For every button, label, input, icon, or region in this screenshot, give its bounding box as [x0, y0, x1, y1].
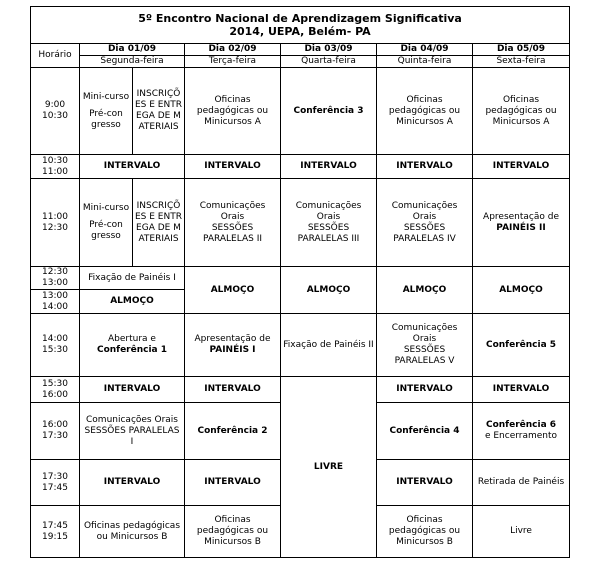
- cell-intervalo: INTERVALO: [80, 155, 185, 179]
- cell-comunicacoes: Comunicações Orais SESSÕES PARALELAS IV: [377, 179, 473, 267]
- schedule-table: [30, 6, 570, 558]
- cell-conferencia: Conferência 2: [185, 403, 281, 460]
- time-slot: 14:00 15:30: [31, 314, 80, 377]
- cell-intervalo: INTERVALO: [377, 377, 473, 403]
- cell-oficinas: Oficinas pedagógicas ou Minicursos B: [377, 506, 473, 558]
- cell-oficinas: Oficinas pedagógicas ou Minicursos A: [473, 68, 570, 155]
- day-2-weekday: Terça-feira: [185, 55, 280, 67]
- day-1-weekday: Segunda-feira: [80, 55, 184, 67]
- cell-intervalo: INTERVALO: [80, 460, 185, 506]
- cell-minicurso: Mini-curso Pré-con gresso: [80, 68, 133, 155]
- header-day-2: [185, 44, 281, 68]
- day-2-date: Dia 02/09: [208, 44, 257, 54]
- time-slot: 9:00 10:30: [31, 68, 80, 155]
- cell-comunicacoes: Comunicações Orais SESSÕES PARALELAS III: [281, 179, 377, 267]
- cell-intervalo: INTERVALO: [185, 377, 281, 403]
- header-day-3: [281, 44, 377, 68]
- day-3-date: Dia 03/09: [304, 44, 353, 54]
- cell-comunicacoes: Comunicações Orais SESSÕES PARALELAS II: [185, 179, 281, 267]
- cell-oficinas: Oficinas pedagógicas ou Minicursos A: [185, 68, 281, 155]
- cell-conferencia: Conferência 4: [377, 403, 473, 460]
- schedule-frame: [30, 6, 569, 572]
- cell-intervalo: INTERVALO: [185, 155, 281, 179]
- day-5-date: Dia 05/09: [496, 44, 546, 54]
- cell-almoco: ALMOÇO: [377, 267, 473, 314]
- cell-intervalo: INTERVALO: [473, 155, 570, 179]
- cell-comunicacoes: Comunicações Orais SESSÕES PARALELAS I: [80, 403, 185, 460]
- cell-minicurso: Mini-curso Pré-con gresso: [80, 179, 133, 267]
- cell-oficinas: Oficinas pedagógicas ou Minicursos B: [185, 506, 281, 558]
- header-horario: Horário: [31, 44, 80, 68]
- cell-intervalo: INTERVALO: [377, 155, 473, 179]
- time-slot: 10:30 11:00: [31, 155, 80, 179]
- time-slot: 17:45 19:15: [31, 506, 80, 558]
- cell-oficinas: Oficinas pedagógicas ou Minicursos B: [80, 506, 185, 558]
- time-slot: 11:00 12:30: [31, 179, 80, 267]
- title-line-2: 2014, UEPA, Belém- PA: [229, 25, 371, 38]
- time-slot: 16:00 17:30: [31, 403, 80, 460]
- time-slot: 15:30 16:00: [31, 377, 80, 403]
- header-day-5: [473, 44, 570, 68]
- cell-inscricoes: INSCRIÇÕES E ENTREGA DE MATERIAIS: [133, 68, 185, 155]
- cell-intervalo: INTERVALO: [185, 460, 281, 506]
- cell-inscricoes: INSCRIÇÕES E ENTREGA DE MATERIAIS: [133, 179, 185, 267]
- time-slot: 12:30 13:00: [31, 267, 80, 290]
- time-slot: 13:00 14:00: [31, 290, 80, 314]
- cell-almoco: ALMOÇO: [185, 267, 281, 314]
- cell-conferencia: Conferência 6 e Encerramento: [473, 403, 570, 460]
- cell-intervalo: INTERVALO: [473, 377, 570, 403]
- day-4-weekday: Quinta-feira: [377, 55, 472, 67]
- cell-almoco: ALMOÇO: [80, 290, 185, 314]
- cell-paineis: Apresentação de PAINÉIS II: [473, 179, 570, 267]
- cell-conferencia: Conferência 3: [281, 68, 377, 155]
- day-3-weekday: Quarta-feira: [281, 55, 376, 67]
- title-line-1: 5º Encontro Nacional de Aprendizagem Significativa: [138, 12, 462, 25]
- cell-intervalo: INTERVALO: [281, 155, 377, 179]
- cell-intervalo: INTERVALO: [377, 460, 473, 506]
- day-4-date: Dia 04/09: [400, 44, 449, 54]
- cell-fixacao: Fixação de Painéis II: [281, 314, 377, 377]
- cell-abertura: Abertura e Conferência 1: [80, 314, 185, 377]
- cell-fixacao: Fixação de Painéis I: [80, 267, 185, 290]
- cell-retirada: Retirada de Painéis: [473, 460, 570, 506]
- cell-livre: LIVRE: [281, 377, 377, 558]
- cell-intervalo: INTERVALO: [80, 377, 185, 403]
- day-5-weekday: Sexta-feira: [473, 55, 569, 67]
- cell-livre-lower: Livre: [473, 506, 570, 558]
- cell-almoco: ALMOÇO: [473, 267, 570, 314]
- day-1-date: Dia 01/09: [107, 44, 157, 54]
- cell-paineis: Apresentação de PAINÉIS I: [185, 314, 281, 377]
- header-day-1: [80, 44, 185, 68]
- cell-conferencia: Conferência 5: [473, 314, 570, 377]
- schedule-title: [31, 7, 570, 44]
- cell-comunicacoes: Comunicações Orais SESSÕES PARALELAS V: [377, 314, 473, 377]
- header-day-4: [377, 44, 473, 68]
- cell-almoco: ALMOÇO: [281, 267, 377, 314]
- time-slot: 17:30 17:45: [31, 460, 80, 506]
- cell-oficinas: Oficinas pedagógicas ou Minicursos A: [377, 68, 473, 155]
